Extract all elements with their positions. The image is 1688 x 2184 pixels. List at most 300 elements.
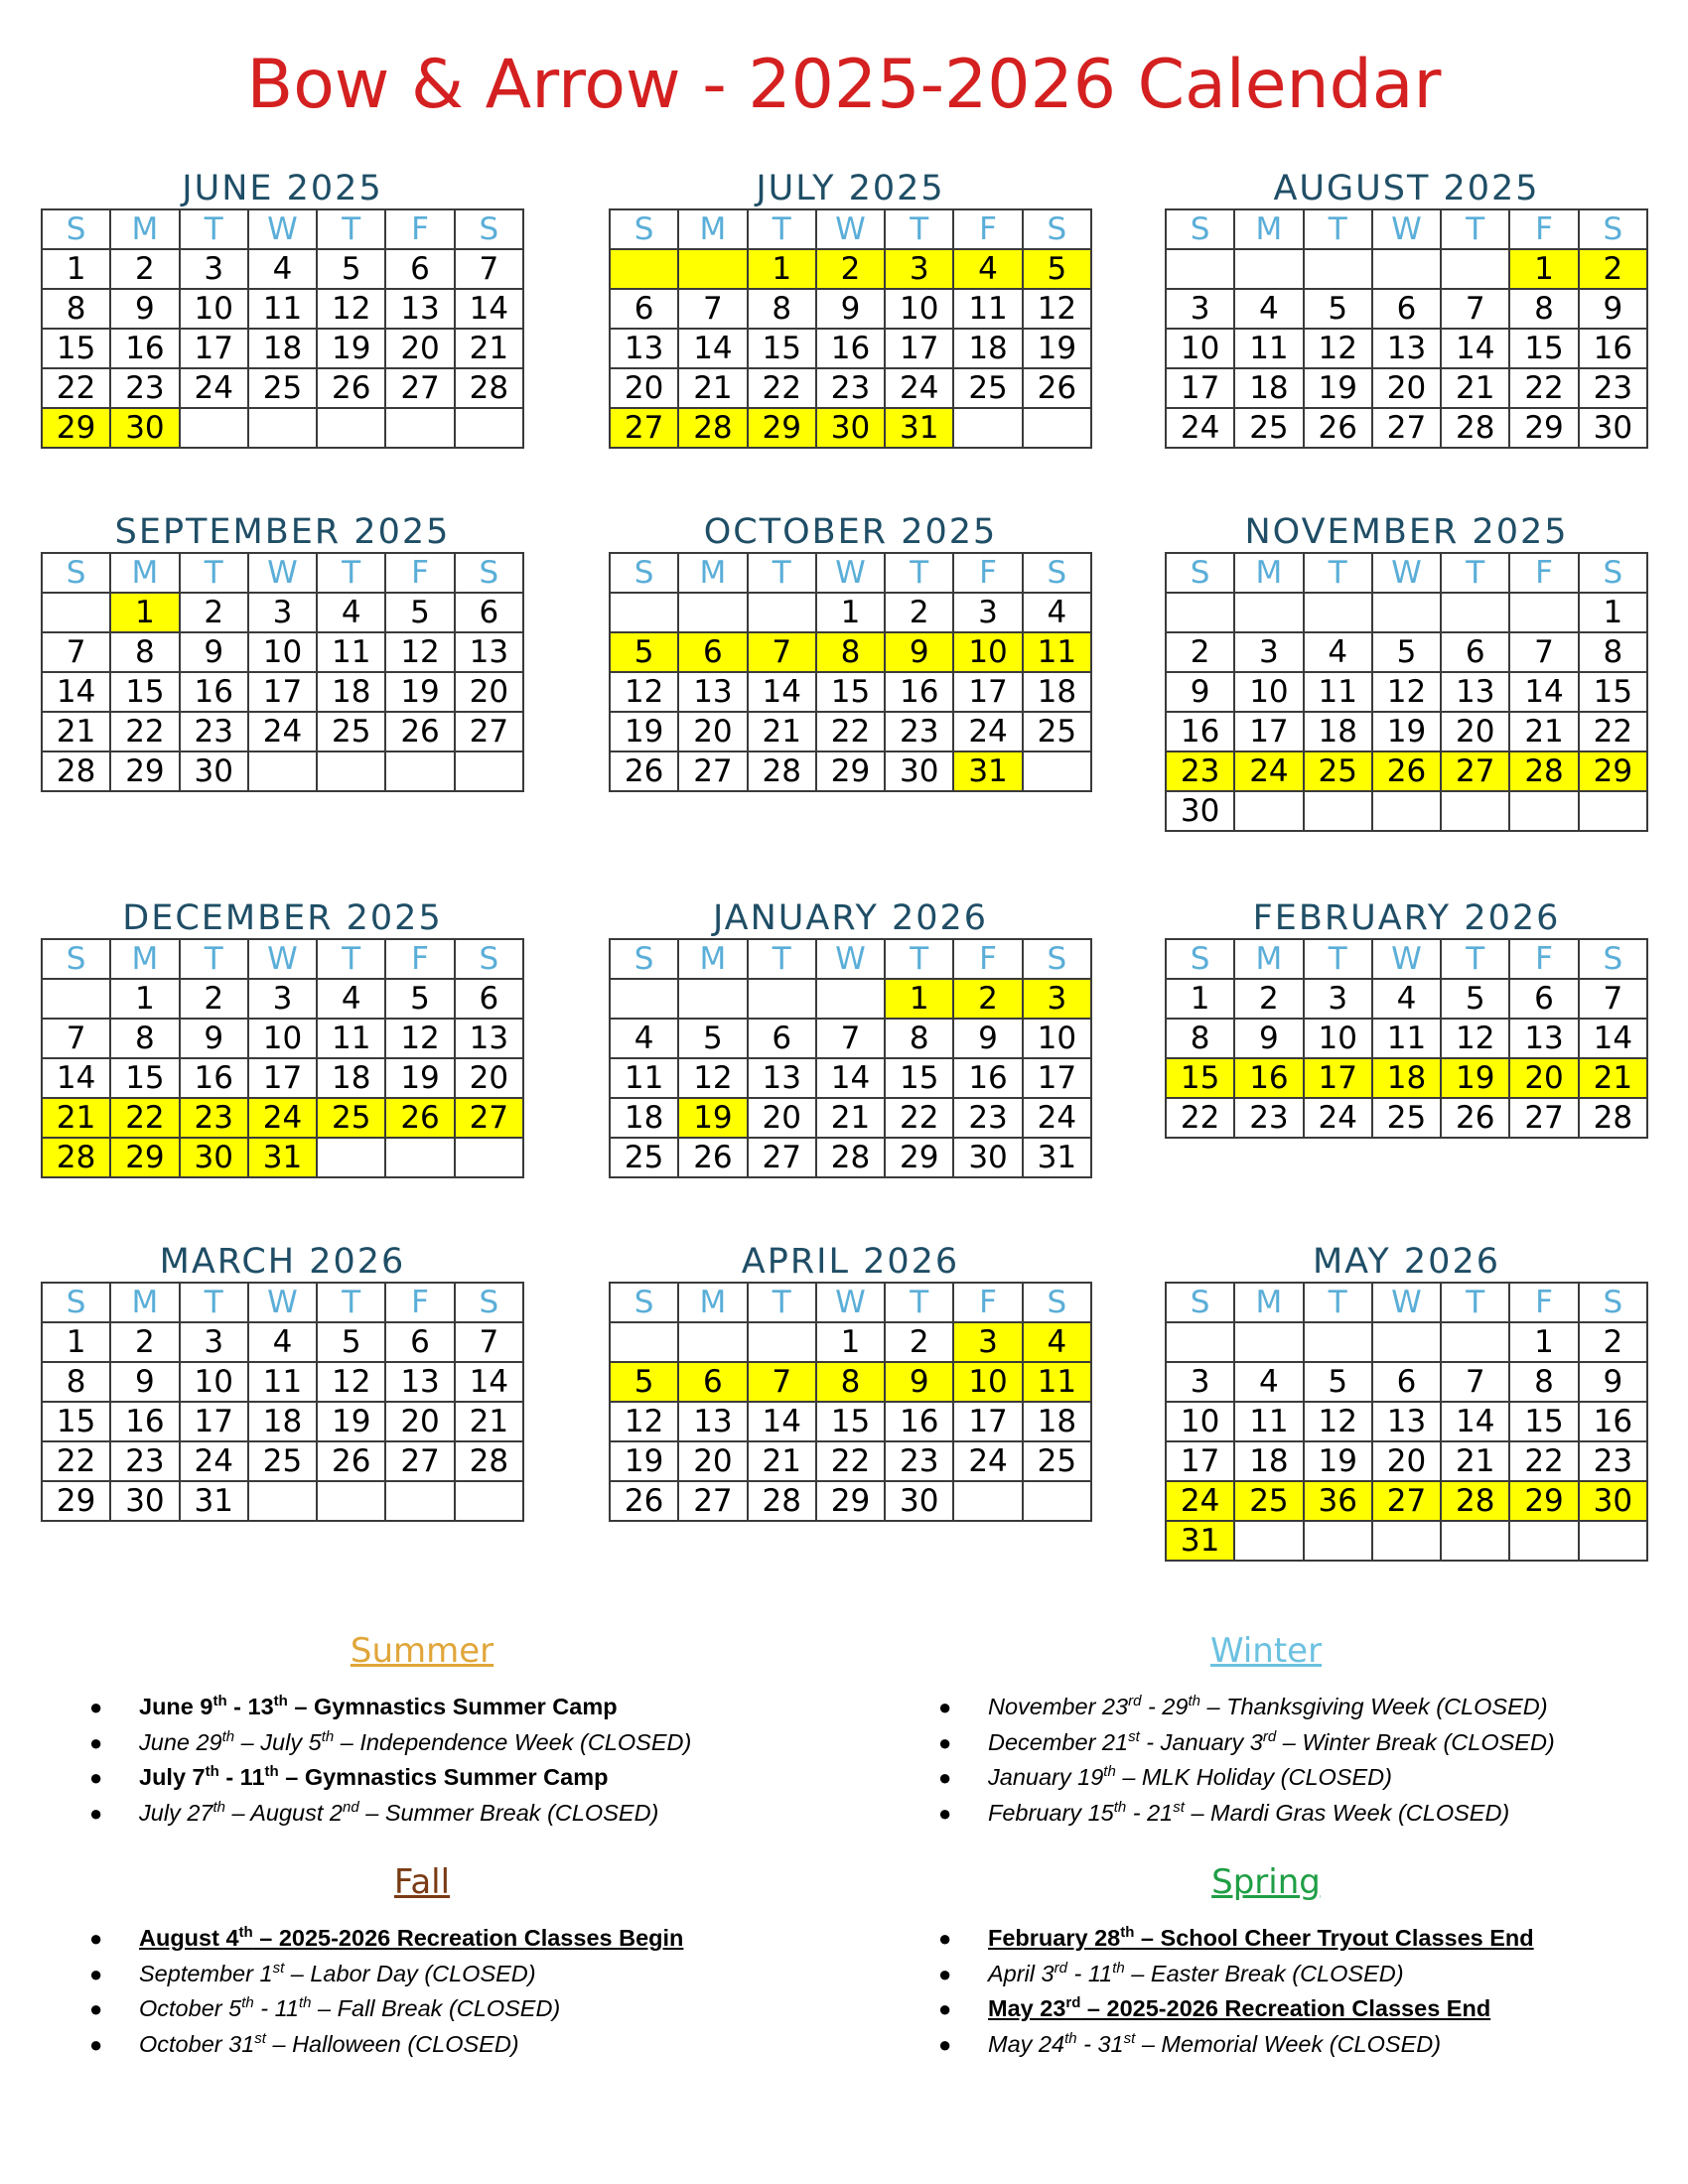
- day-cell: 2: [885, 1322, 953, 1362]
- day-cell: 28: [1441, 408, 1509, 448]
- month-table: [41, 1282, 524, 1522]
- day-header: S: [42, 553, 110, 593]
- day-cell: 23: [885, 712, 953, 751]
- day-header-row: [42, 1283, 523, 1322]
- day-cell: 12: [678, 1058, 747, 1098]
- day-cell: [1023, 751, 1091, 791]
- day-cell: 23: [1579, 1441, 1647, 1481]
- spring-event-item: [938, 2027, 1688, 2063]
- day-cell: 28: [748, 1481, 816, 1521]
- day-cell: 11: [317, 1019, 385, 1058]
- day-cell: [748, 1322, 816, 1362]
- day-cell: 29: [816, 1481, 885, 1521]
- day-cell: [385, 1138, 454, 1177]
- day-cell: 25: [953, 368, 1022, 408]
- day-cell: 27: [1441, 751, 1509, 791]
- day-cell: 22: [1166, 1098, 1234, 1138]
- day-cell: 20: [455, 672, 523, 712]
- day-cell: [816, 979, 885, 1019]
- week-row: [610, 289, 1091, 329]
- event-text: May 23rd – 2025-2026 Recreation Classes End: [988, 1994, 1491, 2021]
- month-name: FEBRUARY 2026: [1252, 898, 1561, 938]
- day-cell: 2: [180, 593, 248, 632]
- day-cell: 7: [455, 249, 523, 289]
- day-cell: 13: [1441, 672, 1509, 712]
- day-header: T: [748, 209, 816, 249]
- day-cell: 15: [816, 672, 885, 712]
- day-cell: 9: [885, 1362, 953, 1402]
- day-cell: [1509, 791, 1578, 831]
- month-table: [609, 1282, 1092, 1522]
- day-cell: 23: [180, 1098, 248, 1138]
- week-row: [1166, 408, 1647, 448]
- day-cell: 18: [317, 672, 385, 712]
- day-cell: 20: [1441, 712, 1509, 751]
- spring-event-item: [938, 1957, 1688, 1992]
- day-cell: 16: [180, 1058, 248, 1098]
- day-cell: [678, 1322, 747, 1362]
- week-row: [610, 1322, 1091, 1362]
- day-cell: 16: [1579, 329, 1647, 368]
- week-row: [42, 1019, 523, 1058]
- fall-list: [89, 1921, 844, 2062]
- day-cell: [1372, 1521, 1441, 1561]
- day-cell: 14: [1441, 329, 1509, 368]
- day-cell: 28: [1579, 1098, 1647, 1138]
- day-cell: 18: [610, 1098, 678, 1138]
- day-cell: 17: [953, 1402, 1022, 1441]
- day-cell: 25: [248, 1441, 317, 1481]
- day-header: M: [110, 939, 179, 979]
- month-table: [41, 938, 524, 1178]
- day-cell: 11: [1372, 1019, 1441, 1058]
- day-cell: 27: [1509, 1098, 1578, 1138]
- day-cell: 2: [816, 249, 885, 289]
- day-cell: 7: [1509, 632, 1578, 672]
- day-cell: 14: [42, 672, 110, 712]
- day-cell: 21: [42, 712, 110, 751]
- day-cell: 19: [385, 672, 454, 712]
- day-cell: 9: [180, 632, 248, 672]
- day-cell: [1509, 593, 1578, 632]
- day-cell: 20: [610, 368, 678, 408]
- day-cell: 19: [1441, 1058, 1509, 1098]
- day-header: M: [1234, 939, 1303, 979]
- day-cell: 22: [110, 712, 179, 751]
- week-row: [1166, 1362, 1647, 1402]
- day-header: T: [180, 939, 248, 979]
- day-header: T: [1304, 209, 1372, 249]
- day-header: S: [610, 553, 678, 593]
- day-cell: 25: [317, 712, 385, 751]
- day-cell: 1: [816, 593, 885, 632]
- day-cell: [1579, 1521, 1647, 1561]
- day-cell: 31: [953, 751, 1022, 791]
- day-cell: 7: [42, 632, 110, 672]
- day-cell: 20: [1372, 1441, 1441, 1481]
- day-cell: 19: [678, 1098, 747, 1138]
- day-header: S: [610, 1283, 678, 1322]
- day-cell: 1: [816, 1322, 885, 1362]
- day-cell: 19: [317, 1402, 385, 1441]
- day-cell: 4: [1234, 289, 1303, 329]
- day-cell: [610, 249, 678, 289]
- week-row: [1166, 1481, 1647, 1521]
- winter-event-item: [938, 1796, 1688, 1832]
- day-cell: 17: [248, 1058, 317, 1098]
- day-cell: [1023, 1481, 1091, 1521]
- day-cell: 30: [1579, 1481, 1647, 1521]
- day-cell: [1441, 593, 1509, 632]
- day-cell: 5: [610, 632, 678, 672]
- day-header: M: [1234, 1283, 1303, 1322]
- day-cell: 5: [1304, 1362, 1372, 1402]
- day-cell: [610, 1322, 678, 1362]
- week-row: [1166, 1322, 1647, 1362]
- week-row: [1166, 791, 1647, 831]
- day-cell: 21: [42, 1098, 110, 1138]
- day-cell: 7: [1579, 979, 1647, 1019]
- day-cell: 24: [180, 1441, 248, 1481]
- day-cell: 17: [248, 672, 317, 712]
- day-cell: 2: [885, 593, 953, 632]
- day-cell: 26: [678, 1138, 747, 1177]
- day-header: W: [248, 939, 317, 979]
- day-cell: 11: [1023, 1362, 1091, 1402]
- day-cell: [1234, 791, 1303, 831]
- day-cell: 23: [953, 1098, 1022, 1138]
- day-cell: 12: [385, 632, 454, 672]
- day-cell: 20: [1509, 1058, 1578, 1098]
- day-cell: 7: [42, 1019, 110, 1058]
- day-cell: 21: [455, 1402, 523, 1441]
- day-cell: 9: [953, 1019, 1022, 1058]
- day-header: T: [317, 939, 385, 979]
- day-cell: 19: [317, 329, 385, 368]
- day-cell: 3: [180, 249, 248, 289]
- day-cell: 2: [1166, 632, 1234, 672]
- day-cell: 5: [1023, 249, 1091, 289]
- day-header: T: [748, 553, 816, 593]
- day-cell: 6: [385, 249, 454, 289]
- month-october-2025: [609, 512, 1092, 792]
- day-header-row: [1166, 1283, 1647, 1322]
- week-row: [42, 249, 523, 289]
- week-row: [610, 408, 1091, 448]
- bullet-icon: ●: [89, 1765, 103, 1790]
- day-cell: 31: [1166, 1521, 1234, 1561]
- day-cell: 16: [1234, 1058, 1303, 1098]
- day-cell: 7: [1441, 1362, 1509, 1402]
- week-row: [1166, 979, 1647, 1019]
- day-cell: 22: [885, 1098, 953, 1138]
- day-cell: 14: [1579, 1019, 1647, 1058]
- week-row: [610, 979, 1091, 1019]
- day-cell: 25: [1023, 712, 1091, 751]
- day-cell: [385, 751, 454, 791]
- day-cell: 2: [110, 249, 179, 289]
- event-text: February 28th – School Cheer Tryout Classes End: [988, 1924, 1534, 1951]
- day-cell: 20: [455, 1058, 523, 1098]
- week-row: [42, 1481, 523, 1521]
- day-cell: 19: [1304, 368, 1372, 408]
- month-september-2025: [41, 512, 524, 792]
- day-header: M: [678, 553, 747, 593]
- day-cell: 21: [1441, 368, 1509, 408]
- day-cell: 9: [1166, 672, 1234, 712]
- day-cell: 16: [816, 329, 885, 368]
- day-cell: 27: [610, 408, 678, 448]
- summer-event-item: [89, 1690, 844, 1725]
- day-cell: [1441, 1521, 1509, 1561]
- day-header: S: [1579, 209, 1647, 249]
- day-cell: [180, 408, 248, 448]
- day-header: F: [1509, 209, 1578, 249]
- day-header-row: [610, 939, 1091, 979]
- winter-section: [844, 1628, 1688, 1831]
- day-cell: [455, 1138, 523, 1177]
- month-name: MAY 2026: [1312, 1242, 1500, 1282]
- day-cell: 27: [385, 368, 454, 408]
- week-row: [42, 593, 523, 632]
- day-cell: [1166, 249, 1234, 289]
- day-cell: 13: [455, 632, 523, 672]
- week-row: [42, 1362, 523, 1402]
- day-cell: 5: [317, 249, 385, 289]
- day-cell: 30: [110, 408, 179, 448]
- week-row: [42, 1441, 523, 1481]
- day-cell: 19: [385, 1058, 454, 1098]
- day-cell: 9: [110, 289, 179, 329]
- day-cell: 5: [317, 1322, 385, 1362]
- day-cell: 19: [1023, 329, 1091, 368]
- day-cell: 17: [1023, 1058, 1091, 1098]
- day-cell: 12: [1441, 1019, 1509, 1058]
- day-header: W: [1372, 209, 1441, 249]
- day-cell: 12: [1372, 672, 1441, 712]
- bullet-icon: ●: [938, 2031, 952, 2057]
- day-cell: 10: [885, 289, 953, 329]
- day-cell: 30: [1579, 408, 1647, 448]
- day-header: T: [1304, 939, 1372, 979]
- day-cell: [1372, 791, 1441, 831]
- day-cell: [1166, 593, 1234, 632]
- day-header: F: [953, 209, 1022, 249]
- day-cell: [748, 593, 816, 632]
- month-january-2026: [609, 898, 1092, 1178]
- week-row: [1166, 1098, 1647, 1138]
- day-cell: 10: [1166, 1402, 1234, 1441]
- week-row: [1166, 249, 1647, 289]
- day-cell: 15: [1579, 672, 1647, 712]
- day-header: F: [385, 553, 454, 593]
- spring-section: [844, 1859, 1688, 2062]
- day-header: T: [1441, 553, 1509, 593]
- day-cell: 15: [1509, 329, 1578, 368]
- summer-heading: Summer: [350, 1631, 494, 1671]
- day-header: S: [1023, 553, 1091, 593]
- day-cell: 22: [816, 1441, 885, 1481]
- day-cell: 31: [248, 1138, 317, 1177]
- day-cell: 29: [748, 408, 816, 448]
- day-header: M: [110, 209, 179, 249]
- day-cell: 24: [885, 368, 953, 408]
- fall-event-item: [89, 1991, 844, 2027]
- bullet-icon: ●: [938, 1996, 952, 2021]
- day-header: T: [748, 1283, 816, 1322]
- day-cell: 6: [1441, 632, 1509, 672]
- day-header: M: [678, 209, 747, 249]
- day-cell: 21: [1509, 712, 1578, 751]
- day-header: S: [610, 209, 678, 249]
- day-cell: 22: [816, 712, 885, 751]
- day-cell: 18: [953, 329, 1022, 368]
- day-header: W: [248, 1283, 317, 1322]
- page-title: Bow & Arrow - 2025-2026 Calendar: [246, 46, 1442, 124]
- day-cell: [455, 751, 523, 791]
- day-cell: 18: [1304, 712, 1372, 751]
- month-may-2026: [1165, 1242, 1648, 1562]
- month-name: AUGUST 2025: [1273, 169, 1540, 208]
- day-cell: 8: [885, 1019, 953, 1058]
- month-name: SEPTEMBER 2025: [114, 512, 451, 552]
- day-cell: 11: [610, 1058, 678, 1098]
- day-header-row: [610, 1283, 1091, 1322]
- day-cell: 17: [1166, 368, 1234, 408]
- day-cell: 3: [953, 593, 1022, 632]
- day-cell: 16: [1579, 1402, 1647, 1441]
- week-row: [42, 672, 523, 712]
- day-cell: 3: [248, 593, 317, 632]
- bullet-icon: ●: [938, 1961, 952, 1986]
- day-cell: 8: [1166, 1019, 1234, 1058]
- day-cell: 26: [1441, 1098, 1509, 1138]
- day-cell: [1234, 593, 1303, 632]
- event-text: September 1st – Labor Day (CLOSED): [139, 1959, 536, 1986]
- day-cell: 15: [110, 1058, 179, 1098]
- day-cell: 16: [953, 1058, 1022, 1098]
- week-row: [42, 1058, 523, 1098]
- month-table: [609, 552, 1092, 792]
- event-text: July 27th – August 2nd – Summer Break (CLOSED): [139, 1798, 659, 1826]
- day-cell: 15: [1509, 1402, 1578, 1441]
- day-cell: 7: [1441, 289, 1509, 329]
- day-cell: 15: [42, 329, 110, 368]
- day-cell: [42, 979, 110, 1019]
- day-cell: 23: [180, 712, 248, 751]
- week-row: [610, 1138, 1091, 1177]
- day-cell: 4: [248, 1322, 317, 1362]
- day-cell: 28: [1441, 1481, 1509, 1521]
- day-cell: 5: [1304, 289, 1372, 329]
- day-cell: 13: [385, 1362, 454, 1402]
- day-cell: 9: [110, 1362, 179, 1402]
- day-cell: 14: [1509, 672, 1578, 712]
- day-cell: 2: [953, 979, 1022, 1019]
- day-header: T: [885, 209, 953, 249]
- day-cell: 15: [42, 1402, 110, 1441]
- day-header: F: [385, 1283, 454, 1322]
- day-header: W: [816, 553, 885, 593]
- day-cell: 4: [1023, 1322, 1091, 1362]
- day-cell: 14: [1441, 1402, 1509, 1441]
- day-cell: 6: [678, 632, 747, 672]
- day-header: M: [1234, 553, 1303, 593]
- day-header: W: [1372, 1283, 1441, 1322]
- day-cell: 12: [1304, 1402, 1372, 1441]
- day-cell: 5: [678, 1019, 747, 1058]
- day-cell: 5: [385, 593, 454, 632]
- day-cell: 24: [1234, 751, 1303, 791]
- day-header: F: [953, 1283, 1022, 1322]
- day-cell: 8: [42, 289, 110, 329]
- day-cell: 24: [1166, 408, 1234, 448]
- day-cell: 13: [455, 1019, 523, 1058]
- day-cell: 14: [748, 1402, 816, 1441]
- day-cell: 2: [1579, 1322, 1647, 1362]
- week-row: [610, 672, 1091, 712]
- day-header: T: [885, 939, 953, 979]
- day-cell: [1304, 593, 1372, 632]
- day-cell: [678, 979, 747, 1019]
- week-row: [42, 1098, 523, 1138]
- day-cell: [248, 751, 317, 791]
- day-cell: 21: [1441, 1441, 1509, 1481]
- day-cell: 5: [610, 1362, 678, 1402]
- week-row: [42, 1322, 523, 1362]
- day-header: M: [678, 1283, 747, 1322]
- day-cell: 6: [1372, 1362, 1441, 1402]
- day-cell: [455, 1481, 523, 1521]
- day-cell: 16: [1166, 712, 1234, 751]
- day-cell: [455, 408, 523, 448]
- day-cell: 20: [385, 329, 454, 368]
- month-december-2025: [41, 898, 524, 1178]
- winter-event-item: [938, 1760, 1688, 1796]
- day-cell: 12: [317, 1362, 385, 1402]
- day-cell: 6: [455, 979, 523, 1019]
- day-cell: 27: [678, 751, 747, 791]
- day-cell: 28: [42, 751, 110, 791]
- day-cell: 23: [1166, 751, 1234, 791]
- day-header: W: [248, 209, 317, 249]
- day-cell: 16: [110, 329, 179, 368]
- day-cell: [610, 593, 678, 632]
- month-table: [609, 938, 1092, 1178]
- day-cell: 11: [248, 1362, 317, 1402]
- week-row: [42, 712, 523, 751]
- day-cell: 17: [885, 329, 953, 368]
- day-cell: 24: [248, 1098, 317, 1138]
- day-cell: 20: [678, 1441, 747, 1481]
- week-row: [1166, 712, 1647, 751]
- day-cell: 19: [610, 712, 678, 751]
- day-cell: [317, 408, 385, 448]
- day-cell: 15: [110, 672, 179, 712]
- month-name: DECEMBER 2025: [122, 898, 443, 938]
- day-header: S: [42, 209, 110, 249]
- day-cell: 2: [110, 1322, 179, 1362]
- day-cell: 25: [248, 368, 317, 408]
- event-text: December 21st - January 3rd – Winter Break (CLOSED): [988, 1727, 1555, 1755]
- spring-event-item: [938, 1921, 1688, 1957]
- day-header-row: [42, 209, 523, 249]
- day-cell: 8: [42, 1362, 110, 1402]
- day-cell: 23: [816, 368, 885, 408]
- day-cell: 13: [1372, 1402, 1441, 1441]
- day-cell: 9: [1579, 289, 1647, 329]
- day-cell: 14: [42, 1058, 110, 1098]
